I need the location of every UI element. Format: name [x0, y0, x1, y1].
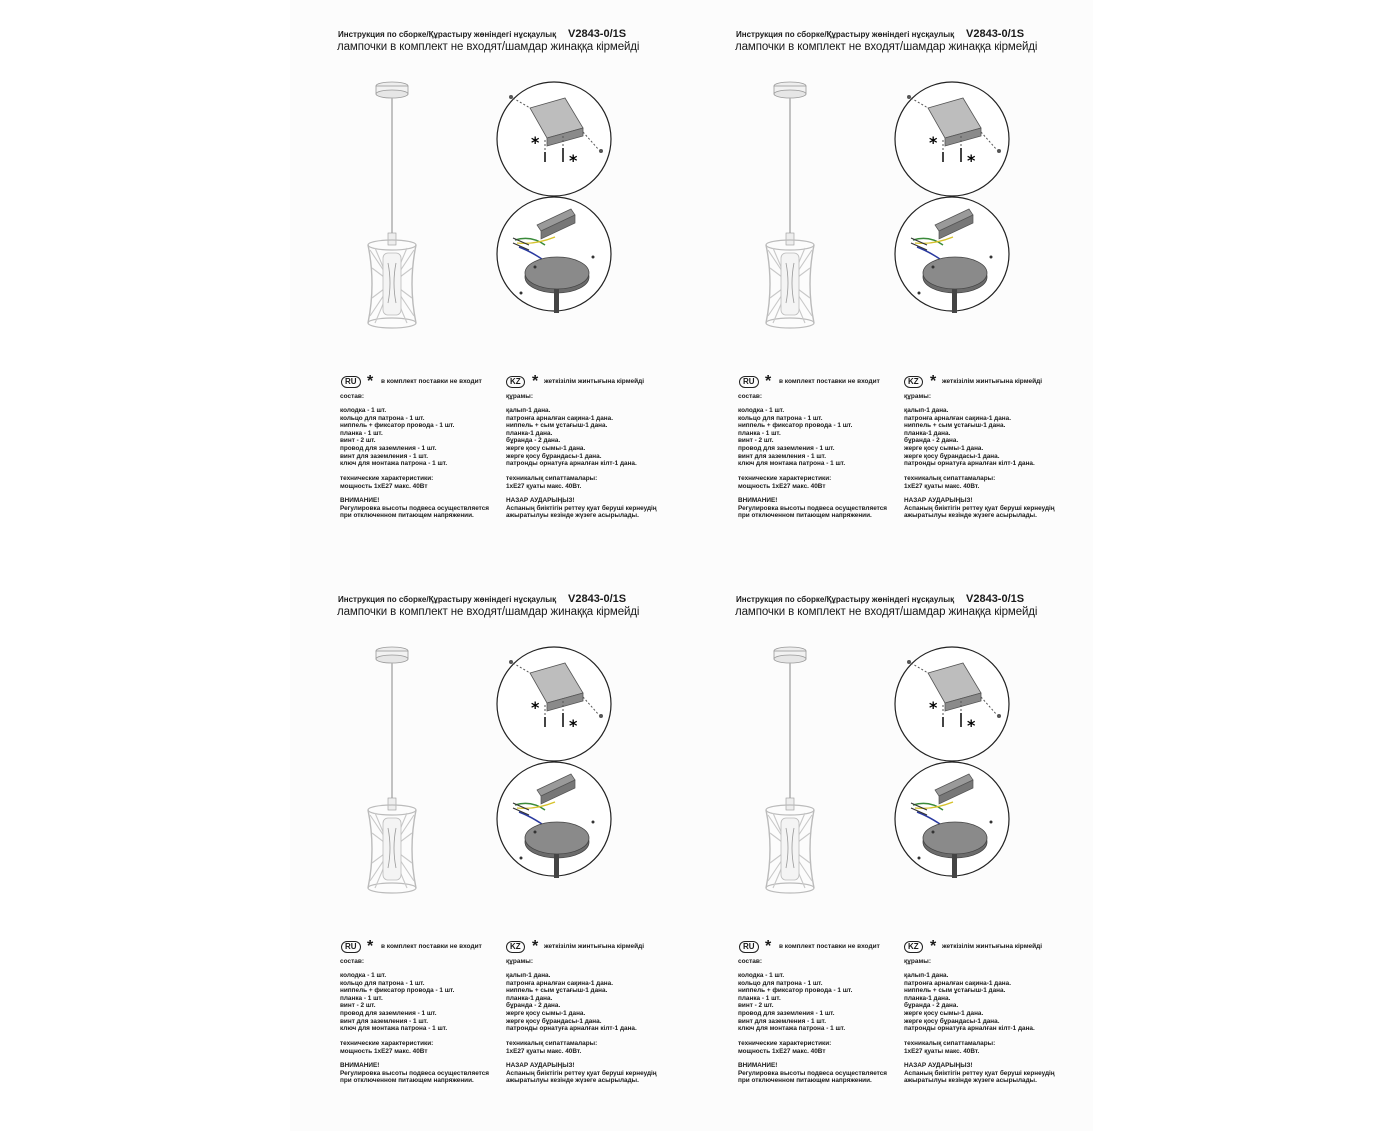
list-item: бұранда - 2 дана. — [506, 1002, 561, 1010]
ru-warning-line: Регулировка высоты подвеса осуществляется — [738, 504, 888, 512]
list-item: провод для заземления - 1 шт. — [340, 444, 437, 452]
ru-warning-line: Регулировка высоты подвеса осуществляется — [340, 504, 490, 512]
list-item: винт для заземления - 1 шт. — [738, 452, 826, 460]
pendant-lamp-illustration — [743, 78, 838, 338]
kz-not-included-note: жеткізілім жинтығына кірмейді — [942, 378, 1043, 385]
ru-specs-value: мощность 1xE27 макс. 40Вт — [340, 1047, 428, 1055]
kz-parts-list — [904, 407, 1035, 468]
kz-specs-label: техникалық сипаттамалары: — [904, 475, 996, 482]
ru-badge: RU — [739, 376, 759, 388]
kz-warning-line: ажыратылуы кезінде жүзеге асырылады. — [506, 512, 639, 520]
list-item: жерге қосу бұрандасы-1 дана. — [904, 452, 1000, 460]
kz-badge: KZ — [904, 941, 923, 953]
ru-composition-label: состав: — [340, 393, 365, 400]
ru-specs-label: технические характеристики: — [340, 475, 434, 482]
kz-specs-label: техникалық сипаттамалары: — [506, 1040, 598, 1047]
kz-warning-label: НАЗАР АУДАРЫҢЫЗ! — [904, 1062, 973, 1069]
kz-warning-line: Аспаның биіктігін реттеу қуат беруші кернеудің — [506, 504, 657, 512]
list-item: ниппель + фиксатор провода - 1 шт. — [738, 422, 853, 430]
diagram-asterisk: * — [967, 151, 976, 170]
ru-specs-value: мощность 1xE27 макс. 40Вт — [340, 482, 428, 490]
pendant-lamp-illustration — [345, 643, 440, 903]
list-item: кольцо для патрона - 1 шт. — [738, 979, 823, 987]
wiring-diagram — [495, 195, 613, 313]
bracket-mounting-diagram — [893, 645, 1011, 763]
kz-warning-label: НАЗАР АУДАРЫҢЫЗ! — [506, 497, 575, 504]
ru-not-included-note: в комплект поставки не входит — [381, 378, 482, 385]
title-line: Инструкция по сборке/Құрастыру жөніндегі нұсқаулық — [736, 30, 955, 39]
wiring-diagram — [893, 195, 1011, 313]
ru-composition-label: состав: — [738, 393, 763, 400]
ru-composition-label: состав: — [340, 958, 365, 965]
list-item: планка - 1 шт. — [738, 994, 781, 1002]
kz-not-included-note: жеткізілім жинтығына кірмейді — [942, 943, 1043, 950]
kz-warning-line: ажыратылуы кезінде жүзеге асырылады. — [904, 1077, 1037, 1085]
subtitle-line: лампочки в комплект не входят/шамдар жинаққа кірмейді — [337, 606, 640, 618]
list-item: планка-1 дана. — [506, 429, 553, 437]
kz-specs — [904, 475, 995, 490]
list-item: патронды орнатуға арналған кілт-1 дана. — [506, 460, 637, 468]
kz-specs — [506, 1040, 597, 1055]
ru-not-included-note: в комплект поставки не входит — [381, 943, 482, 950]
instruction-panel-bottom-left — [290, 565, 690, 1130]
ru-warning-line: Регулировка высоты подвеса осуществляется — [340, 1069, 490, 1077]
list-item: патронды орнатуға арналған кілт-1 дана. — [506, 1025, 637, 1033]
list-item: патронды орнатуға арналған кілт-1 дана. — [904, 460, 1035, 468]
list-item: ниппель + сым ұстағыш-1 дана. — [506, 422, 608, 430]
ru-specs-label: технические характеристики: — [738, 475, 832, 482]
list-item: жерге қосу сымы-1 дана. — [506, 1009, 586, 1017]
subtitle-line: лампочки в комплект не входят/шамдар жинаққа кірмейді — [735, 606, 1038, 618]
list-item: патронға арналған сақина-1 дана. — [904, 414, 1011, 422]
list-item: кольцо для патрона - 1 шт. — [340, 979, 425, 987]
ru-specs — [340, 1040, 433, 1055]
list-item: ниппель + фиксатор провода - 1 шт. — [340, 422, 455, 430]
title-line: Инструкция по сборке/Құрастыру жөніндегі нұсқаулық — [338, 30, 557, 39]
kz-not-included-note: жеткізілім жинтығына кірмейді — [544, 378, 645, 385]
ru-parts-list — [738, 407, 852, 468]
kz-composition-label: құрамы: — [506, 958, 533, 965]
wiring-diagram — [893, 760, 1011, 878]
kz-specs-label: техникалық сипаттамалары: — [506, 475, 598, 482]
list-item: ключ для монтажа патрона - 1 шт. — [738, 460, 846, 468]
ru-badge: RU — [739, 941, 759, 953]
list-item: планка - 1 шт. — [340, 994, 383, 1002]
kz-specs-value: 1xE27 қуаты макс. 40Вт. — [506, 1047, 582, 1055]
list-item: колодка - 1 шт. — [738, 407, 785, 414]
bracket-mounting-diagram — [495, 80, 613, 198]
list-item: жерге қосу сымы-1 дана. — [506, 444, 586, 452]
list-item: ключ для монтажа патрона - 1 шт. — [340, 1025, 448, 1033]
ru-warning-label: ВНИМАНИЕ! — [340, 1062, 380, 1069]
diagram-asterisk: * — [569, 716, 578, 735]
diagram-asterisk: * — [929, 133, 938, 152]
wiring-diagram — [495, 760, 613, 878]
pendant-lamp-illustration — [743, 643, 838, 903]
kz-warning-label: НАЗАР АУДАРЫҢЫЗ! — [506, 1062, 575, 1069]
kz-asterisk: * — [930, 373, 937, 390]
kz-specs-value: 1xE27 қуаты макс. 40Вт. — [506, 482, 582, 490]
ru-asterisk: * — [765, 373, 772, 390]
list-item: планка - 1 шт. — [340, 429, 383, 437]
list-item: жерге қосу сымы-1 дана. — [904, 1009, 984, 1017]
kz-warning — [506, 1062, 657, 1085]
ru-composition-label: состав: — [738, 958, 763, 965]
ru-parts-list — [738, 972, 852, 1033]
kz-specs-value: 1xE27 қуаты макс. 40Вт. — [904, 482, 980, 490]
instruction-panel-top-left — [290, 0, 690, 565]
subtitle-line: лампочки в комплект не входят/шамдар жинаққа кірмейді — [337, 41, 640, 53]
kz-parts-list — [506, 407, 637, 468]
ru-specs-label: технические характеристики: — [738, 1040, 832, 1047]
list-item: колодка - 1 шт. — [340, 407, 387, 414]
list-item: винт для заземления - 1 шт. — [340, 452, 428, 460]
ru-warning-label: ВНИМАНИЕ! — [738, 497, 778, 504]
ru-warning-line: при отключенном питающем напряжении. — [340, 1077, 474, 1085]
ru-warning-line: при отключенном питающем напряжении. — [738, 1077, 872, 1085]
kz-warning-line: ажыратылуы кезінде жүзеге асырылады. — [904, 512, 1037, 520]
list-item: патронға арналған сақина-1 дана. — [904, 979, 1011, 987]
ru-not-included-note: в комплект поставки не входит — [779, 378, 880, 385]
list-item: жерге қосу бұрандасы-1 дана. — [506, 1017, 602, 1025]
list-item: қалып-1 дана. — [904, 972, 949, 979]
kz-asterisk: * — [532, 373, 539, 390]
ru-specs — [738, 475, 831, 490]
list-item: винт - 2 шт. — [340, 437, 376, 445]
list-item: ключ для монтажа патрона - 1 шт. — [738, 1025, 846, 1033]
list-item: бұранда - 2 дана. — [506, 437, 561, 445]
ru-specs — [340, 475, 433, 490]
kz-specs-value: 1xE27 қуаты макс. 40Вт. — [904, 1047, 980, 1055]
model-number: V2843-0/1S — [966, 28, 1025, 40]
kz-not-included-note: жеткізілім жинтығына кірмейді — [544, 943, 645, 950]
ru-specs — [738, 1040, 831, 1055]
kz-badge: KZ — [506, 941, 525, 953]
title-line: Инструкция по сборке/Құрастыру жөніндегі нұсқаулық — [736, 595, 955, 604]
ru-parts-list — [340, 972, 454, 1033]
model-number: V2843-0/1S — [966, 593, 1025, 605]
subtitle-line: лампочки в комплект не входят/шамдар жинаққа кірмейді — [735, 41, 1038, 53]
kz-specs — [506, 475, 597, 490]
kz-composition-label: құрамы: — [506, 393, 533, 400]
diagram-asterisk: * — [929, 698, 938, 717]
diagram-asterisk: * — [531, 133, 540, 152]
kz-specs-label: техникалық сипаттамалары: — [904, 1040, 996, 1047]
ru-asterisk: * — [367, 373, 374, 390]
kz-composition-label: құрамы: — [904, 393, 931, 400]
ru-warning — [738, 497, 887, 520]
ru-asterisk: * — [765, 938, 772, 955]
kz-specs — [904, 1040, 995, 1055]
list-item: жерге қосу бұрандасы-1 дана. — [904, 1017, 1000, 1025]
ru-specs-label: технические характеристики: — [340, 1040, 434, 1047]
ru-asterisk: * — [367, 938, 374, 955]
kz-warning-line: ажыратылуы кезінде жүзеге асырылады. — [506, 1077, 639, 1085]
list-item: винт - 2 шт. — [738, 437, 774, 445]
list-item: жерге қосу сымы-1 дана. — [904, 444, 984, 452]
list-item: винт - 2 шт. — [738, 1002, 774, 1010]
ru-warning — [738, 1062, 887, 1085]
ru-warning-line: при отключенном питающем напряжении. — [738, 512, 872, 520]
list-item: ниппель + сым ұстағыш-1 дана. — [904, 422, 1006, 430]
list-item: винт - 2 шт. — [340, 1002, 376, 1010]
ru-warning-line: при отключенном питающем напряжении. — [340, 512, 474, 520]
ru-parts-list — [340, 407, 454, 468]
list-item: планка-1 дана. — [506, 994, 553, 1002]
list-item: патронға арналған сақина-1 дана. — [506, 979, 613, 987]
list-item: ниппель + сым ұстағыш-1 дана. — [904, 987, 1006, 995]
list-item: винт для заземления - 1 шт. — [340, 1017, 428, 1025]
bracket-mounting-diagram — [495, 645, 613, 763]
kz-parts-list — [506, 972, 637, 1033]
list-item: планка-1 дана. — [904, 994, 951, 1002]
list-item: бұранда - 2 дана. — [904, 1002, 959, 1010]
kz-badge: KZ — [506, 376, 525, 388]
ru-warning-line: Регулировка высоты подвеса осуществляется — [738, 1069, 888, 1077]
list-item: кольцо для патрона - 1 шт. — [340, 414, 425, 422]
model-number: V2843-0/1S — [568, 28, 627, 40]
ru-not-included-note: в комплект поставки не входит — [779, 943, 880, 950]
list-item: патронды орнатуға арналған кілт-1 дана. — [904, 1025, 1035, 1033]
kz-warning — [506, 497, 657, 520]
kz-warning — [904, 1062, 1055, 1085]
ru-badge: RU — [341, 941, 361, 953]
list-item: колодка - 1 шт. — [738, 972, 785, 979]
diagram-asterisk: * — [967, 716, 976, 735]
diagram-asterisk: * — [531, 698, 540, 717]
title-line: Инструкция по сборке/Құрастыру жөніндегі нұсқаулық — [338, 595, 557, 604]
ru-specs-value: мощность 1xE27 макс. 40Вт — [738, 1047, 826, 1055]
list-item: қалып-1 дана. — [904, 407, 949, 414]
ru-warning — [340, 497, 489, 520]
kz-badge: KZ — [904, 376, 923, 388]
list-item: қалып-1 дана. — [506, 407, 551, 414]
list-item: провод для заземления - 1 шт. — [340, 1009, 437, 1017]
kz-asterisk: * — [532, 938, 539, 955]
ru-warning-label: ВНИМАНИЕ! — [738, 1062, 778, 1069]
instruction-panel-top-right — [688, 0, 1088, 565]
model-number: V2843-0/1S — [568, 593, 627, 605]
list-item: кольцо для патрона - 1 шт. — [738, 414, 823, 422]
ru-specs-value: мощность 1xE27 макс. 40Вт — [738, 482, 826, 490]
pendant-lamp-illustration — [345, 78, 440, 338]
kz-warning-line: Аспаның биіктігін реттеу қуат беруші кернеудің — [904, 504, 1055, 512]
list-item: жерге қосу бұрандасы-1 дана. — [506, 452, 602, 460]
list-item: провод для заземления - 1 шт. — [738, 1009, 835, 1017]
ru-warning — [340, 1062, 489, 1085]
bracket-mounting-diagram — [893, 80, 1011, 198]
diagram-asterisk: * — [569, 151, 578, 170]
ru-warning-label: ВНИМАНИЕ! — [340, 497, 380, 504]
ru-badge: RU — [341, 376, 361, 388]
list-item: колодка - 1 шт. — [340, 972, 387, 979]
kz-composition-label: құрамы: — [904, 958, 931, 965]
list-item: бұранда - 2 дана. — [904, 437, 959, 445]
kz-warning-line: Аспаның биіктігін реттеу қуат беруші кернеудің — [506, 1069, 657, 1077]
list-item: планка - 1 шт. — [738, 429, 781, 437]
kz-warning-label: НАЗАР АУДАРЫҢЫЗ! — [904, 497, 973, 504]
instruction-panel-bottom-right — [688, 565, 1088, 1130]
kz-parts-list — [904, 972, 1035, 1033]
list-item: қалып-1 дана. — [506, 972, 551, 979]
instruction-sheet — [290, 0, 1093, 1131]
list-item: ниппель + фиксатор провода - 1 шт. — [340, 987, 455, 995]
list-item: ниппель + фиксатор провода - 1 шт. — [738, 987, 853, 995]
list-item: ключ для монтажа патрона - 1 шт. — [340, 460, 448, 468]
list-item: планка-1 дана. — [904, 429, 951, 437]
kz-asterisk: * — [930, 938, 937, 955]
kz-warning-line: Аспаның биіктігін реттеу қуат беруші кернеудің — [904, 1069, 1055, 1077]
list-item: ниппель + сым ұстағыш-1 дана. — [506, 987, 608, 995]
list-item: провод для заземления - 1 шт. — [738, 444, 835, 452]
list-item: патронға арналған сақина-1 дана. — [506, 414, 613, 422]
kz-warning — [904, 497, 1055, 520]
list-item: винт для заземления - 1 шт. — [738, 1017, 826, 1025]
